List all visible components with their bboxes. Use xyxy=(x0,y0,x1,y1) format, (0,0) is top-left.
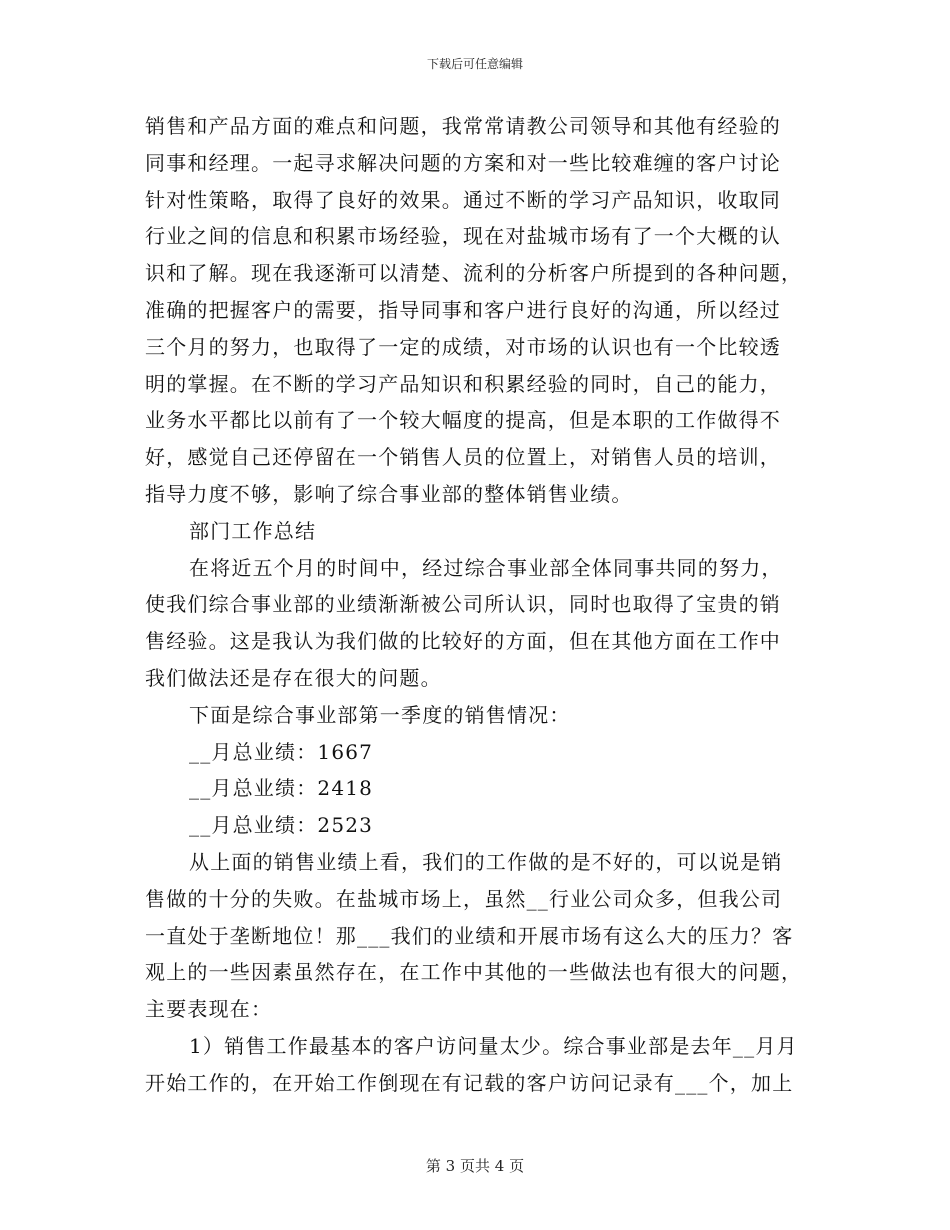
document-body xyxy=(145,108,805,1102)
text-line: 指导力度不够，影响了综合事业部的整体销售业绩。 xyxy=(145,481,633,506)
text-line: 在将近五个月的时间中，经过综合事业部全体同事共同的努力， xyxy=(189,555,783,580)
sales-figure-line: __月总业绩：1667 xyxy=(189,739,374,764)
text-line: 好，感觉自己还停留在一个销售人员的位置上，对销售人员的培训， xyxy=(145,445,781,470)
text-line: 主要表现在： xyxy=(145,997,273,1022)
text-line: 观上的一些因素虽然存在，在工作中其他的一些做法也有很大的问题， xyxy=(145,960,803,985)
text-line: 我们做法还是存在很大的问题。 xyxy=(145,665,442,690)
text-line: 准确的把握客户的需要，指导同事和客户进行良好的沟通，所以经过 xyxy=(145,297,781,322)
sales-figure-line: __月总业绩：2418 xyxy=(189,776,374,801)
section-heading: 部门工作总结 xyxy=(189,518,317,543)
text-line: 售做的十分的失败。在盐城市场上，虽然__行业公司众多，但我公司 xyxy=(145,886,783,911)
text-line: 从上面的销售业绩上看，我们的工作做的是不好的，可以说是销 xyxy=(189,849,783,874)
text-line: 一直处于垄断地位！那___我们的业绩和开展市场有这么大的压力？客 xyxy=(145,923,794,948)
text-line: 售经验。这是我认为我们做的比较好的方面，但在其他方面在工作中 xyxy=(145,629,781,654)
text-line: 三个月的努力，也取得了一定的成绩，对市场的认识也有一个比较透 xyxy=(145,334,781,359)
page-footer: 第 3 页共 4 页 xyxy=(425,1157,525,1175)
text-line: 开始工作的，在开始工作倒现在有记载的客户访问记录有___个，加上 xyxy=(145,1070,794,1095)
page-header: 下载后可任意编辑 xyxy=(426,57,523,71)
text-line: 针对性策略，取得了良好的效果。通过不断的学习产品知识，收取同 xyxy=(145,187,781,212)
text-line: 使我们综合事业部的业绩渐渐被公司所认识，同时也取得了宝贵的销 xyxy=(145,592,781,617)
text-line: 明的掌握。在不断的学习产品知识和积累经验的同时，自己的能力， xyxy=(145,371,781,396)
sales-figure-line: __月总业绩：2523 xyxy=(189,813,374,838)
text-line: 业务水平都比以前有了一个较大幅度的提高，但是本职的工作做得不 xyxy=(145,408,781,433)
text-line: 销售和产品方面的难点和问题，我常常请教公司领导和其他有经验的 xyxy=(145,114,781,138)
text-line: 同事和经理。一起寻求解决问题的方案和对一些比较难缠的客户讨论 xyxy=(145,150,781,175)
text-line: 1）销售工作最基本的客户访问量太少。综合事业部是去年__月月 xyxy=(189,1033,798,1058)
text-line: 行业之间的信息和积累市场经验，现在对盐城市场有了一个大概的认 xyxy=(145,224,781,249)
text-line: 识和了解。现在我逐渐可以清楚、流利的分析客户所提到的各种问题， xyxy=(145,261,803,286)
text-line: 下面是综合事业部第一季度的销售情况： xyxy=(189,702,571,727)
